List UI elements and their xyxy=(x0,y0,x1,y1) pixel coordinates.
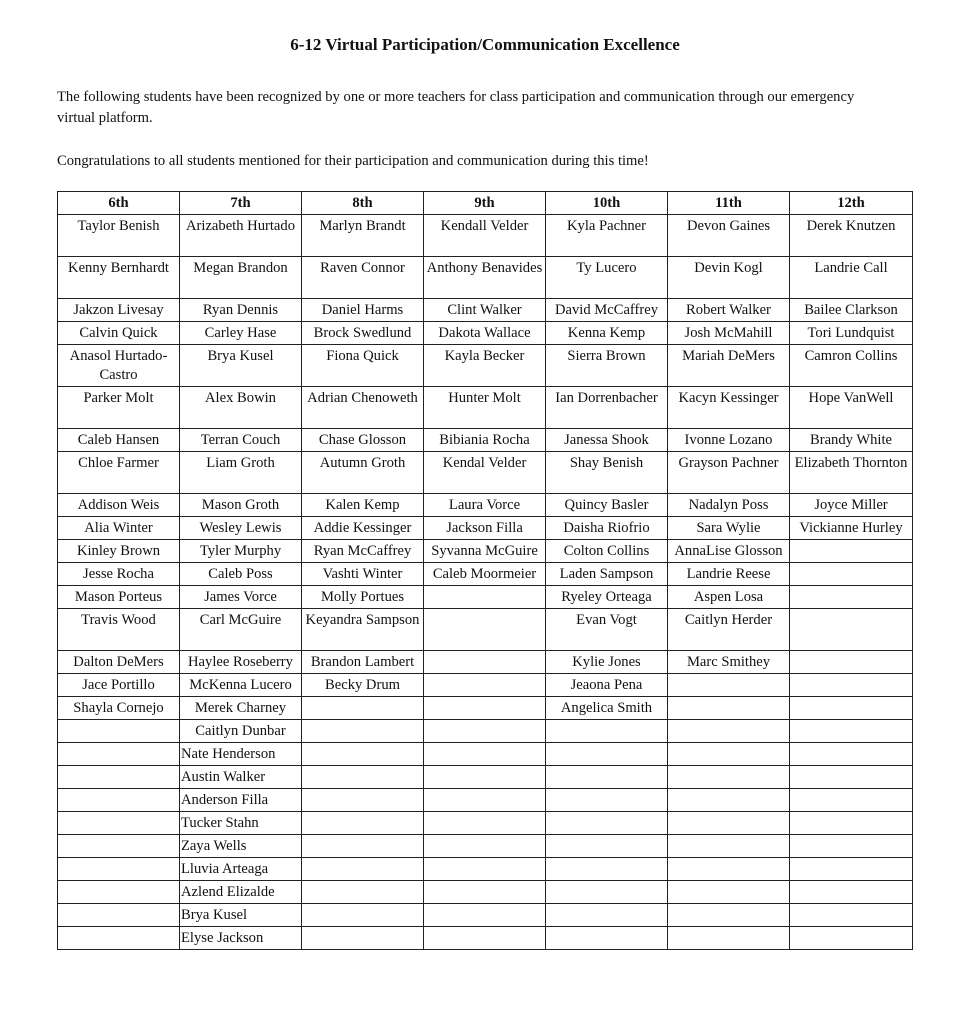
student-cell-6th: Jakzon Livesay xyxy=(58,299,180,322)
table-row xyxy=(58,345,913,387)
student-cell-8th: Kalen Kemp xyxy=(302,494,424,517)
student-cell-9th xyxy=(424,881,546,904)
student-cell-8th: Vashti Winter xyxy=(302,563,424,586)
student-cell-9th: Anthony Benavides xyxy=(424,257,546,299)
student-cell-11th: Robert Walker xyxy=(668,299,790,322)
student-cell-10th: Colton Collins xyxy=(546,540,668,563)
student-cell-6th: Kenny Bernhardt xyxy=(58,257,180,299)
student-cell-10th xyxy=(546,904,668,927)
student-cell-6th xyxy=(58,835,180,858)
student-cell-11th: Landrie Reese xyxy=(668,563,790,586)
student-cell-12th xyxy=(790,651,913,674)
student-cell-11th: Ivonne Lozano xyxy=(668,429,790,452)
student-cell-11th xyxy=(668,835,790,858)
student-cell-10th xyxy=(546,720,668,743)
student-cell-10th xyxy=(546,858,668,881)
student-cell-7th: Anderson Filla xyxy=(180,789,302,812)
student-cell-12th xyxy=(790,674,913,697)
student-cell-11th: Caitlyn Herder xyxy=(668,609,790,651)
student-cell-7th: Azlend Elizalde xyxy=(180,881,302,904)
student-cell-11th: Aspen Losa xyxy=(668,586,790,609)
column-header-7th: 7th xyxy=(180,192,302,215)
column-header-11th: 11th xyxy=(668,192,790,215)
table-row xyxy=(58,299,913,322)
student-cell-11th xyxy=(668,858,790,881)
student-cell-6th xyxy=(58,904,180,927)
column-header-12th: 12th xyxy=(790,192,913,215)
student-cell-10th: Ty Lucero xyxy=(546,257,668,299)
table-row xyxy=(58,835,913,858)
student-cell-9th xyxy=(424,674,546,697)
student-cell-9th: Laura Vorce xyxy=(424,494,546,517)
student-cell-12th xyxy=(790,766,913,789)
student-cell-8th: Fiona Quick xyxy=(302,345,424,387)
student-cell-10th xyxy=(546,743,668,766)
student-cell-8th xyxy=(302,720,424,743)
student-cell-7th: Caleb Poss xyxy=(180,563,302,586)
student-cell-12th xyxy=(790,858,913,881)
student-cell-8th xyxy=(302,927,424,950)
student-cell-12th: Bailee Clarkson xyxy=(790,299,913,322)
student-cell-7th: Elyse Jackson xyxy=(180,927,302,950)
student-cell-10th: Kyla Pachner xyxy=(546,215,668,257)
student-cell-12th xyxy=(790,927,913,950)
student-cell-8th: Marlyn Brandt xyxy=(302,215,424,257)
student-cell-12th xyxy=(790,697,913,720)
table-row xyxy=(58,387,913,429)
student-cell-10th xyxy=(546,766,668,789)
student-cell-9th: Caleb Moormeier xyxy=(424,563,546,586)
student-cell-6th: Travis Wood xyxy=(58,609,180,651)
student-cell-8th: Autumn Groth xyxy=(302,452,424,494)
student-cell-6th: Taylor Benish xyxy=(58,215,180,257)
student-cell-6th: Calvin Quick xyxy=(58,322,180,345)
student-cell-6th: Dalton DeMers xyxy=(58,651,180,674)
student-cell-9th: Dakota Wallace xyxy=(424,322,546,345)
student-cell-12th: Derek Knutzen xyxy=(790,215,913,257)
student-cell-10th: Daisha Riofrio xyxy=(546,517,668,540)
table-row xyxy=(58,452,913,494)
student-cell-10th: Kylie Jones xyxy=(546,651,668,674)
student-cell-9th xyxy=(424,697,546,720)
student-cell-10th xyxy=(546,789,668,812)
student-cell-9th: Clint Walker xyxy=(424,299,546,322)
student-cell-9th: Jackson Filla xyxy=(424,517,546,540)
student-cell-6th: Jesse Rocha xyxy=(58,563,180,586)
student-cell-8th: Brock Swedlund xyxy=(302,322,424,345)
student-cell-6th: Caleb Hansen xyxy=(58,429,180,452)
column-header-8th: 8th xyxy=(302,192,424,215)
table-row xyxy=(58,789,913,812)
student-cell-8th: Chase Glosson xyxy=(302,429,424,452)
student-cell-9th xyxy=(424,651,546,674)
student-cell-10th: Laden Sampson xyxy=(546,563,668,586)
student-cell-7th: Arizabeth Hurtado xyxy=(180,215,302,257)
student-cell-6th: Parker Molt xyxy=(58,387,180,429)
student-cell-11th xyxy=(668,927,790,950)
student-cell-11th: Josh McMahill xyxy=(668,322,790,345)
student-cell-7th: Lluvia Arteaga xyxy=(180,858,302,881)
student-cell-6th: Shayla Cornejo xyxy=(58,697,180,720)
student-cell-8th: Keyandra Sampson xyxy=(302,609,424,651)
student-cell-7th: McKenna Lucero xyxy=(180,674,302,697)
table-row xyxy=(58,697,913,720)
column-header-10th: 10th xyxy=(546,192,668,215)
student-cell-8th xyxy=(302,812,424,835)
student-cell-12th xyxy=(790,789,913,812)
table-row xyxy=(58,215,913,257)
student-cell-6th: Addison Weis xyxy=(58,494,180,517)
table-row xyxy=(58,586,913,609)
table-header-row xyxy=(58,192,913,215)
table-row xyxy=(58,904,913,927)
table-row xyxy=(58,720,913,743)
student-cell-8th xyxy=(302,743,424,766)
student-cell-11th: Mariah DeMers xyxy=(668,345,790,387)
student-cell-9th xyxy=(424,720,546,743)
student-cell-6th xyxy=(58,812,180,835)
student-cell-6th xyxy=(58,766,180,789)
student-cell-9th: Bibiania Rocha xyxy=(424,429,546,452)
student-cell-11th: Sara Wylie xyxy=(668,517,790,540)
recognition-table xyxy=(57,191,913,950)
student-cell-7th: Tyler Murphy xyxy=(180,540,302,563)
student-cell-10th: Ryeley Orteaga xyxy=(546,586,668,609)
student-cell-12th xyxy=(790,720,913,743)
student-cell-8th: Becky Drum xyxy=(302,674,424,697)
student-cell-6th: Mason Porteus xyxy=(58,586,180,609)
student-cell-6th: Alia Winter xyxy=(58,517,180,540)
student-cell-9th xyxy=(424,766,546,789)
table-row xyxy=(58,812,913,835)
table-row xyxy=(58,674,913,697)
student-cell-8th xyxy=(302,858,424,881)
student-cell-7th: Brya Kusel xyxy=(180,345,302,387)
student-cell-8th: Addie Kessinger xyxy=(302,517,424,540)
student-cell-8th: Adrian Chenoweth xyxy=(302,387,424,429)
student-cell-10th xyxy=(546,881,668,904)
student-cell-11th xyxy=(668,674,790,697)
student-cell-8th xyxy=(302,835,424,858)
student-cell-7th: Mason Groth xyxy=(180,494,302,517)
student-cell-12th: Landrie Call xyxy=(790,257,913,299)
student-cell-7th: Haylee Roseberry xyxy=(180,651,302,674)
student-cell-12th xyxy=(790,835,913,858)
student-cell-8th xyxy=(302,766,424,789)
student-cell-6th xyxy=(58,743,180,766)
congratulations-paragraph: Congratulations to all students mentioned for their participation and communication during this time! xyxy=(57,153,649,169)
table-row xyxy=(58,429,913,452)
student-cell-11th xyxy=(668,789,790,812)
student-cell-12th xyxy=(790,540,913,563)
student-cell-8th: Raven Connor xyxy=(302,257,424,299)
student-cell-12th xyxy=(790,904,913,927)
student-cell-11th xyxy=(668,766,790,789)
student-cell-7th: Carley Hase xyxy=(180,322,302,345)
student-cell-9th xyxy=(424,904,546,927)
student-cell-8th xyxy=(302,697,424,720)
table-row xyxy=(58,540,913,563)
student-cell-9th: Kendal Velder xyxy=(424,452,546,494)
student-cell-6th xyxy=(58,881,180,904)
student-cell-6th xyxy=(58,858,180,881)
student-cell-10th xyxy=(546,835,668,858)
student-cell-8th xyxy=(302,789,424,812)
student-cell-11th xyxy=(668,904,790,927)
table-row xyxy=(58,609,913,651)
student-cell-7th: Wesley Lewis xyxy=(180,517,302,540)
student-cell-7th: Nate Henderson xyxy=(180,743,302,766)
student-cell-6th xyxy=(58,789,180,812)
student-cell-6th: Chloe Farmer xyxy=(58,452,180,494)
student-cell-9th xyxy=(424,586,546,609)
student-cell-8th: Ryan McCaffrey xyxy=(302,540,424,563)
student-cell-7th: Zaya Wells xyxy=(180,835,302,858)
student-cell-11th: Devin Kogl xyxy=(668,257,790,299)
student-cell-11th: Marc Smithey xyxy=(668,651,790,674)
student-cell-7th: Caitlyn Dunbar xyxy=(180,720,302,743)
student-cell-6th xyxy=(58,927,180,950)
student-cell-10th: Shay Benish xyxy=(546,452,668,494)
student-cell-11th: Kacyn Kessinger xyxy=(668,387,790,429)
student-cell-7th: Carl McGuire xyxy=(180,609,302,651)
student-cell-8th: Molly Portues xyxy=(302,586,424,609)
student-cell-10th: Evan Vogt xyxy=(546,609,668,651)
student-cell-6th xyxy=(58,720,180,743)
student-cell-7th: Merek Charney xyxy=(180,697,302,720)
student-cell-12th xyxy=(790,812,913,835)
student-cell-12th: Brandy White xyxy=(790,429,913,452)
intro-paragraph: The following students have been recognized by one or more teachers for class participation and communication through our emergency virtual platform. xyxy=(57,89,855,126)
student-cell-9th xyxy=(424,927,546,950)
student-cell-8th: Daniel Harms xyxy=(302,299,424,322)
student-cell-12th: Vickianne Hurley xyxy=(790,517,913,540)
table-row xyxy=(58,494,913,517)
student-cell-12th: Elizabeth Thornton xyxy=(790,452,913,494)
student-cell-8th xyxy=(302,904,424,927)
table-row xyxy=(58,743,913,766)
student-cell-6th: Anasol Hurtado-Castro xyxy=(58,345,180,387)
student-cell-12th xyxy=(790,881,913,904)
page-title: 6-12 Virtual Participation/Communication Excellence xyxy=(290,35,680,54)
student-cell-10th: Jeaona Pena xyxy=(546,674,668,697)
table-body xyxy=(58,215,913,950)
student-cell-11th: Grayson Pachner xyxy=(668,452,790,494)
student-cell-9th: Syvanna McGuire xyxy=(424,540,546,563)
table-row xyxy=(58,563,913,586)
student-cell-7th: Alex Bowin xyxy=(180,387,302,429)
student-cell-9th xyxy=(424,743,546,766)
student-cell-12th: Camron Collins xyxy=(790,345,913,387)
table-row xyxy=(58,858,913,881)
student-cell-9th xyxy=(424,812,546,835)
student-cell-7th: Liam Groth xyxy=(180,452,302,494)
student-cell-7th: Brya Kusel xyxy=(180,904,302,927)
student-cell-11th: Devon Gaines xyxy=(668,215,790,257)
student-cell-12th xyxy=(790,609,913,651)
column-header-9th: 9th xyxy=(424,192,546,215)
student-cell-11th xyxy=(668,743,790,766)
student-cell-10th xyxy=(546,812,668,835)
student-cell-11th xyxy=(668,720,790,743)
student-cell-9th xyxy=(424,835,546,858)
student-cell-7th: James Vorce xyxy=(180,586,302,609)
student-cell-11th xyxy=(668,812,790,835)
student-cell-6th: Kinley Brown xyxy=(58,540,180,563)
student-cell-10th: Sierra Brown xyxy=(546,345,668,387)
student-cell-12th: Tori Lundquist xyxy=(790,322,913,345)
table-row xyxy=(58,651,913,674)
table-row xyxy=(58,766,913,789)
student-cell-11th: AnnaLise Glosson xyxy=(668,540,790,563)
student-cell-12th: Hope VanWell xyxy=(790,387,913,429)
student-cell-7th: Austin Walker xyxy=(180,766,302,789)
student-cell-7th: Terran Couch xyxy=(180,429,302,452)
table-row xyxy=(58,517,913,540)
student-cell-10th: David McCaffrey xyxy=(546,299,668,322)
table-row xyxy=(58,257,913,299)
student-cell-8th xyxy=(302,881,424,904)
student-cell-10th: Ian Dorrenbacher xyxy=(546,387,668,429)
student-cell-11th xyxy=(668,697,790,720)
student-cell-12th xyxy=(790,563,913,586)
student-cell-11th xyxy=(668,881,790,904)
student-cell-8th: Brandon Lambert xyxy=(302,651,424,674)
student-cell-12th xyxy=(790,586,913,609)
student-cell-9th: Kendall Velder xyxy=(424,215,546,257)
student-cell-7th: Megan Brandon xyxy=(180,257,302,299)
student-cell-7th: Ryan Dennis xyxy=(180,299,302,322)
table-row xyxy=(58,322,913,345)
student-cell-7th: Tucker Stahn xyxy=(180,812,302,835)
student-cell-10th: Janessa Shook xyxy=(546,429,668,452)
table-row xyxy=(58,927,913,950)
student-cell-9th xyxy=(424,858,546,881)
student-cell-9th xyxy=(424,789,546,812)
student-cell-9th: Kayla Becker xyxy=(424,345,546,387)
student-cell-10th xyxy=(546,927,668,950)
student-cell-10th: Angelica Smith xyxy=(546,697,668,720)
student-cell-9th: Hunter Molt xyxy=(424,387,546,429)
column-header-6th: 6th xyxy=(58,192,180,215)
student-cell-11th: Nadalyn Poss xyxy=(668,494,790,517)
student-cell-10th: Quincy Basler xyxy=(546,494,668,517)
student-cell-9th xyxy=(424,609,546,651)
student-cell-12th xyxy=(790,743,913,766)
student-cell-12th: Joyce Miller xyxy=(790,494,913,517)
student-cell-10th: Kenna Kemp xyxy=(546,322,668,345)
table-row xyxy=(58,881,913,904)
student-cell-6th: Jace Portillo xyxy=(58,674,180,697)
